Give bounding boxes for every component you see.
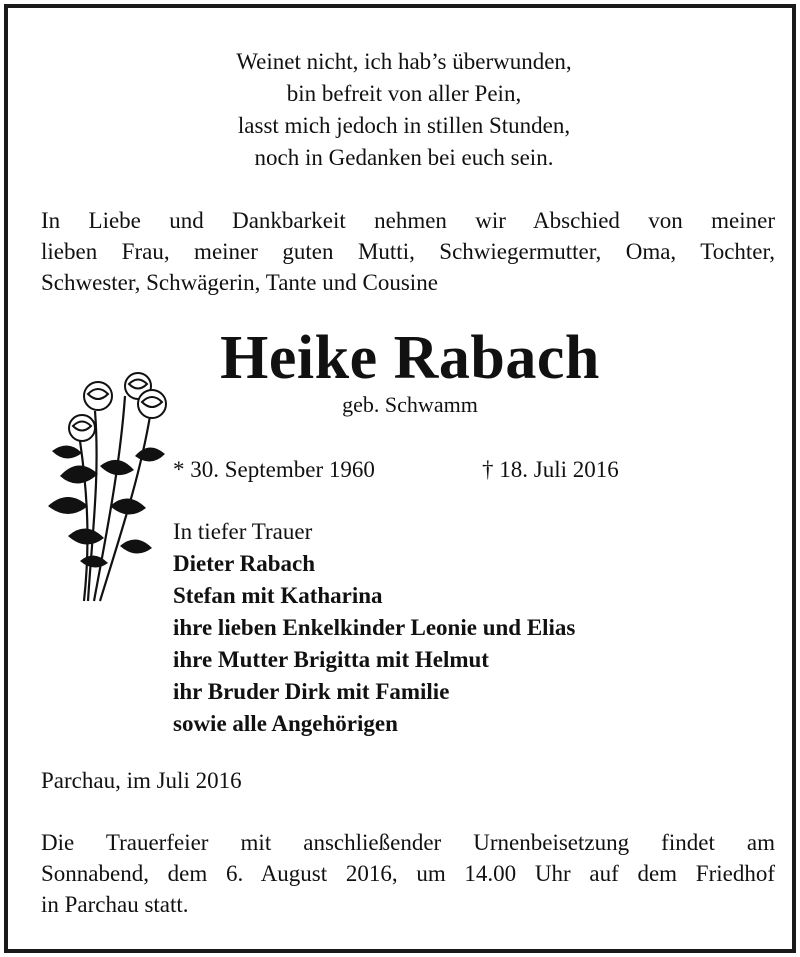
intro-paragraph [41,205,775,298]
death-date: † 18. Juli 2016 [482,457,619,482]
mourner-name: ihr Bruder Dirk mit Familie [173,679,450,704]
poem [8,46,800,174]
funeral-line: Sonnabend, dem 6. August 2016, um 14.00 Uhr auf dem Friedhof [41,861,775,886]
birth-date: * 30. September 1960 [173,457,375,482]
funeral-line: Die Trauerfeier mit anschließender Urnenbeisetzung findet am [41,830,775,855]
funeral-line: in Parchau statt. [41,892,189,917]
poem-line: lasst mich jedoch in stillen Stunden, [237,113,571,138]
mourner-name: Dieter Rabach [173,551,316,576]
mourner-name: sowie alle Angehörigen [173,711,398,736]
obituary-frame [4,4,796,953]
mourners-list [173,516,575,740]
poem-line: bin befreit von aller Pein, [286,81,522,106]
poem-line: noch in Gedanken bei euch sein. [254,145,554,170]
poem-line: Weinet nicht, ich hab’s überwunden, [236,49,572,74]
mourner-name: ihre Mutter Brigitta mit Helmut [173,647,489,672]
roses-icon [40,356,180,606]
mourner-name: Stefan mit Katharina [173,583,383,608]
intro-line: lieben Frau, meiner guten Mutti, Schwiegermutter, Oma, Tochter, [41,239,775,264]
mourners-heading: In tiefer Trauer [173,519,313,544]
mourner-name: ihre lieben Enkelkinder Leonie und Elias [173,615,576,640]
funeral-paragraph [41,827,775,920]
intro-line: In Liebe und Dankbarkeit nehmen wir Abschied von meiner [41,208,775,233]
birth-name: geb. Schwamm [342,392,478,417]
place-date: Parchau, im Juli 2016 [41,768,242,793]
intro-line: Schwester, Schwägerin, Tante und Cousine [41,270,438,295]
deceased-name: Heike Rabach [220,324,600,392]
